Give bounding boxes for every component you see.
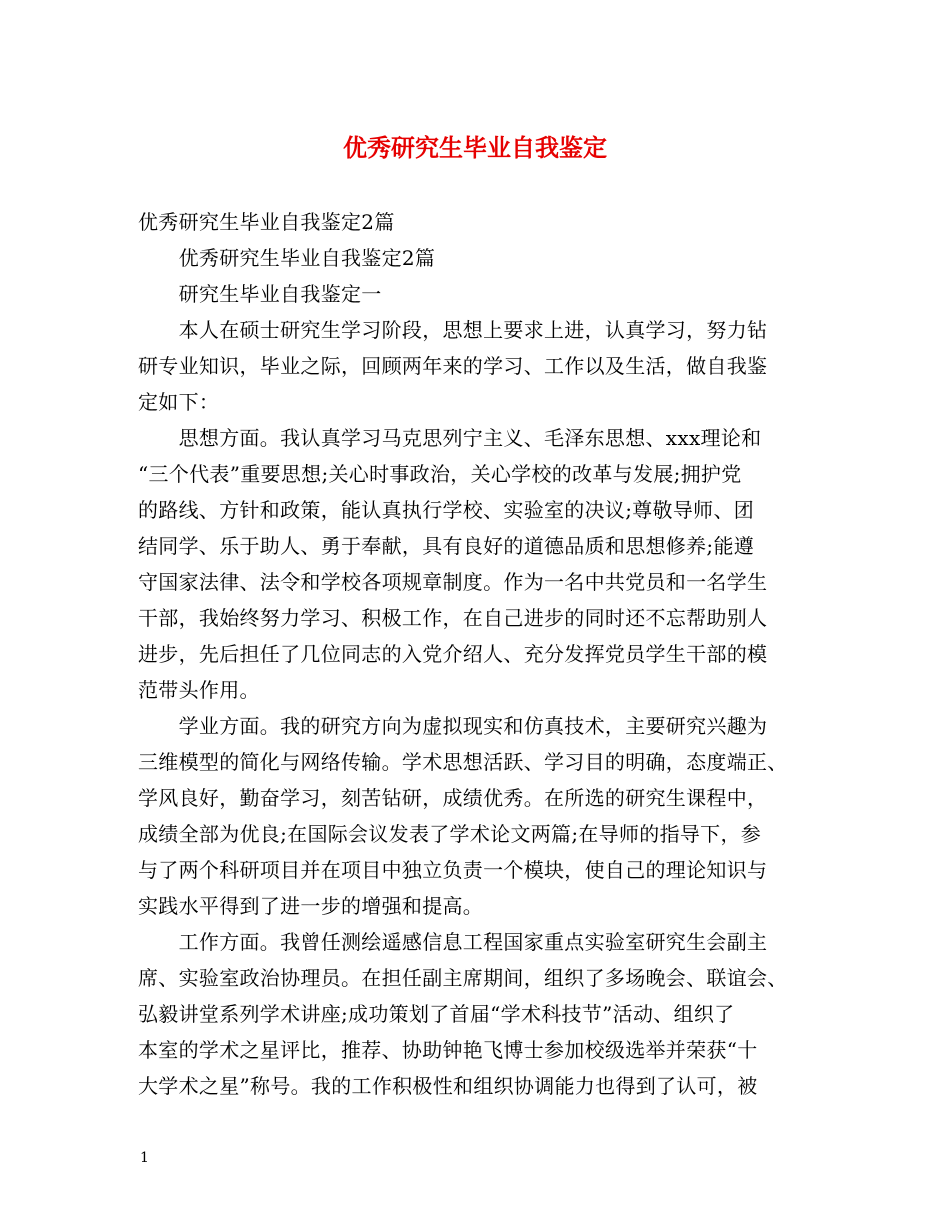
body-line: 干部，我始终努力学习、积极工作，在自己进步的同时还不忘帮助别人 bbox=[138, 606, 768, 630]
body-line: “三个代表”重要思想;关心时事政治，关心学校的改革与发展;拥护党 bbox=[138, 462, 742, 486]
page-number: 1 bbox=[140, 1150, 149, 1166]
body-line: 学业方面。我的研究方向为虚拟现实和仿真技术，主要研究兴趣为 bbox=[138, 714, 768, 738]
body-line: 思想方面。我认真学习马克思列宁主义、毛泽东思想、xxx理论和 bbox=[138, 426, 762, 450]
body-line: 本室的学术之星评比，推荐、协助钟艳飞博士参加校级选举并荣获“十 bbox=[138, 1038, 758, 1062]
page-title: 优秀研究生毕业自我鉴定 bbox=[343, 133, 607, 162]
body-line: 优秀研究生毕业自我鉴定2篇 bbox=[138, 210, 395, 234]
body-line: 与了两个科研项目并在项目中独立负责一个模块，使自己的理论知识与 bbox=[138, 858, 768, 882]
body-line: 范带头作用。 bbox=[138, 678, 260, 702]
body-line: 成绩全部为优良;在国际会议发表了学术论文两篇;在导师的指导下，参 bbox=[138, 822, 762, 846]
body-line: 实践水平得到了进一步的增强和提高。 bbox=[138, 894, 484, 918]
body-line: 弘毅讲堂系列学术讲座;成功策划了首届“学术科技节”活动、组织了 bbox=[138, 1002, 735, 1026]
body-line: 进步，先后担任了几位同志的入党介绍人、充分发挥党员学生干部的模 bbox=[138, 642, 768, 666]
body-line: 工作方面。我曾任测绘遥感信息工程国家重点实验室研究生会副主 bbox=[138, 930, 768, 954]
body-line: 席、实验室政治协理员。在担任副主席期间，组织了多场晚会、联谊会、 bbox=[138, 966, 788, 990]
body-line: 优秀研究生毕业自我鉴定2篇 bbox=[138, 246, 436, 270]
body-line: 三维模型的简化与网络传输。学术思想活跃、学习目的明确，态度端正、 bbox=[138, 750, 788, 774]
body-line: 本人在硕士研究生学习阶段，思想上要求上进，认真学习，努力钻 bbox=[138, 318, 768, 342]
body-line: 研究生毕业自我鉴定一 bbox=[138, 282, 382, 306]
body-line: 定如下： bbox=[138, 390, 220, 414]
body-line: 学风良好，勤奋学习，刻苦钻研，成绩优秀。在所选的研究生课程中， bbox=[138, 786, 768, 810]
body-line: 研专业知识，毕业之际，回顾两年来的学习、工作以及生活，做自我鉴 bbox=[138, 354, 768, 378]
body-line: 结同学、乐于助人、勇于奉献，具有良好的道德品质和思想修养;能遵 bbox=[138, 534, 755, 558]
body-line: 守国家法律、法令和学校各项规章制度。作为一名中共党员和一名学生 bbox=[138, 570, 768, 594]
body-line: 大学术之星”称号。我的工作积极性和组织协调能力也得到了认可，被 bbox=[138, 1074, 758, 1098]
body-line: 的路线、方针和政策，能认真执行学校、实验室的决议;尊敬导师、团 bbox=[138, 498, 755, 522]
